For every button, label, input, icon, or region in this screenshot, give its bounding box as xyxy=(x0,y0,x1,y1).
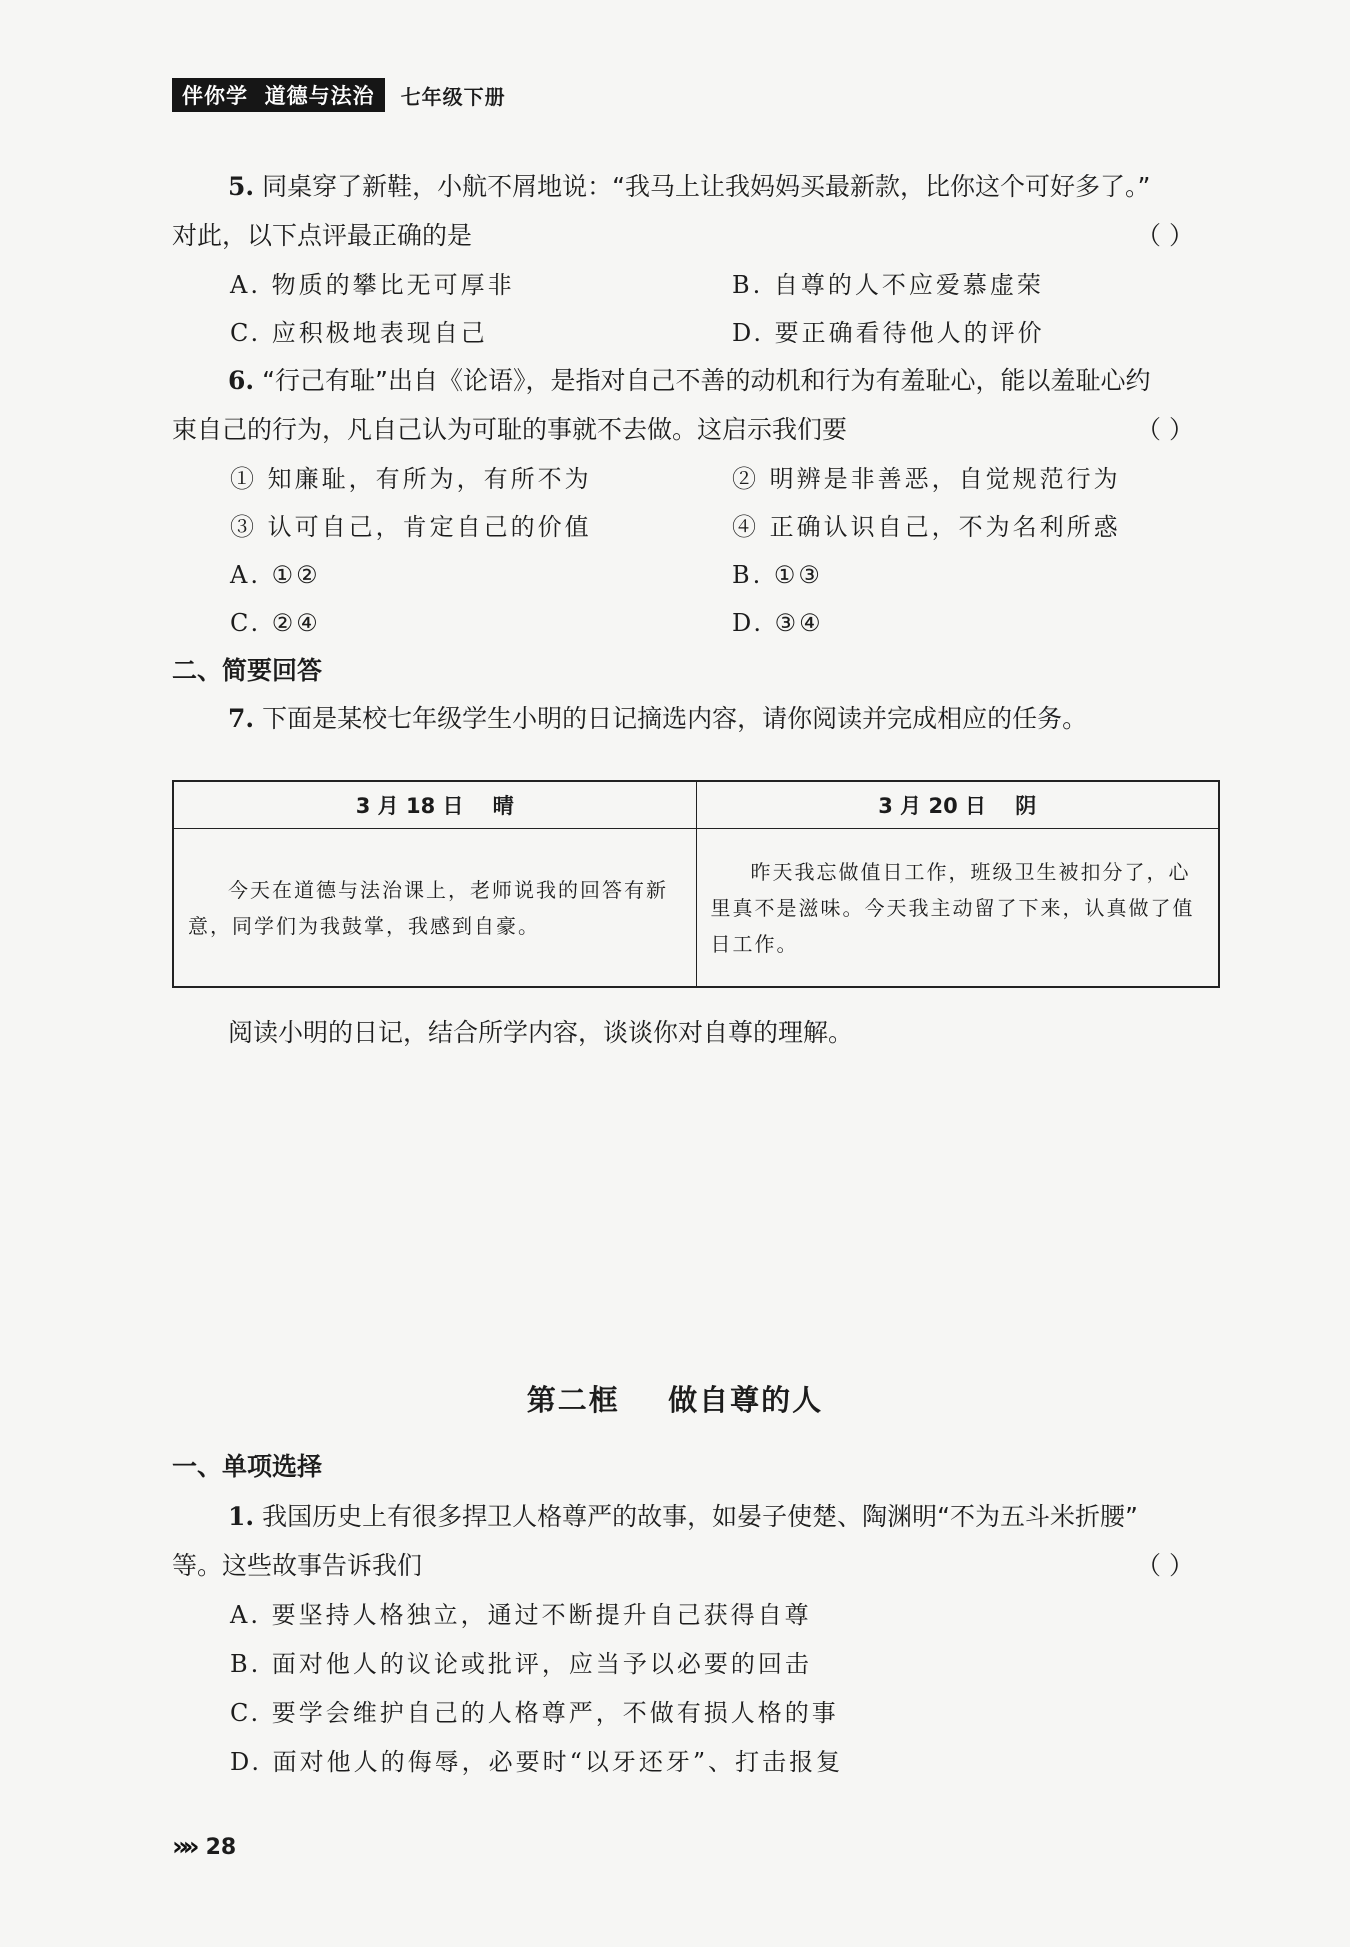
q7-task: 阅读小明的日记，结合所学内容，谈谈你对自尊的理解。 xyxy=(228,1018,854,1047)
diary-entry-2: 昨天我忘做值日工作，班级卫生被扣分了，心里真不是滋味。今天我主动留了下来，认真做了值日工作。 xyxy=(696,829,1219,988)
q6-item-1: ① 知廉耻，有所为，有所不为 xyxy=(230,465,592,493)
diary-table xyxy=(172,780,1220,988)
q6-stem-text1: “行己有耻”出自《论语》，是指对自己不善的动机和行为有羞耻心，能以羞耻心约 xyxy=(262,366,1151,395)
q6-option-d: D. ③④ xyxy=(732,609,824,637)
diary-entry-1: 今天在道德与法治课上，老师说我的回答有新意，同学们为我鼓掌，我感到自豪。 xyxy=(173,829,696,988)
q6-item-3: ③ 认可自己，肯定自己的价值 xyxy=(230,513,592,541)
section-heading-single-choice: 一、单项选择 xyxy=(172,1452,323,1481)
q5-answer-paren: （ ） xyxy=(1136,221,1194,250)
q7-stem-line xyxy=(228,702,1087,736)
q6-number: 6. xyxy=(228,366,255,395)
diary-date-1: 3 月 18 日 晴 xyxy=(173,781,696,829)
q5-number: 5. xyxy=(228,172,255,201)
section-heading-short-answer: 二、简要回答 xyxy=(172,656,323,685)
double-chevron-right-icon: »» xyxy=(172,1832,194,1862)
q6-option-c: C. ②④ xyxy=(230,609,321,637)
q1-option-a: A. 要坚持人格独立，通过不断提升自己获得自尊 xyxy=(230,1601,812,1629)
q1-stem-text1: 我国历史上有很多捍卫人格尊严的故事，如晏子使楚、陶渊明“不为五斗米折腰” xyxy=(262,1502,1138,1531)
q7-number: 7. xyxy=(228,704,255,733)
q6-stem-line2: 束自己的行为，凡自己认为可耻的事就不去做。这启示我们要 xyxy=(172,415,848,444)
q5-option-c: C. 应积极地表现自己 xyxy=(230,319,488,347)
q5-option-d: D. 要正确看待他人的评价 xyxy=(732,319,1045,347)
book-title-badge: 伴你学 道德与法治 xyxy=(172,78,385,112)
q5-option-a: A. 物质的攀比无可厚非 xyxy=(230,271,515,299)
lesson-section-title: 第二框 做自尊的人 xyxy=(526,1383,824,1417)
q6-item-4: ④ 正确认识自己，不为名利所惑 xyxy=(732,513,1121,541)
q1-stem-line1 xyxy=(228,1500,1138,1534)
diary-content-row xyxy=(173,829,1219,988)
page-number: 28 xyxy=(205,1834,237,1860)
q6-option-b: B. ①③ xyxy=(732,561,823,589)
q1-option-d: D. 面对他人的侮辱，必要时“以牙还牙”、打击报复 xyxy=(230,1748,844,1776)
q5-stem-line1 xyxy=(228,170,1150,204)
q6-stem-line1 xyxy=(228,364,1150,398)
diary-date-2: 3 月 20 日 阴 xyxy=(696,781,1219,829)
page-footer xyxy=(172,1832,236,1862)
q1-stem-line2: 等。这些故事告诉我们 xyxy=(172,1551,423,1580)
q5-option-b: B. 自尊的人不应爱慕虚荣 xyxy=(732,271,1044,299)
q1-answer-paren: （ ） xyxy=(1136,1551,1194,1580)
q5-stem-line2: 对此，以下点评最正确的是 xyxy=(172,221,473,250)
page-header xyxy=(172,78,506,112)
q1-option-b: B. 面对他人的议论或批评，应当予以必要的回击 xyxy=(230,1650,812,1678)
q7-stem-text: 下面是某校七年级学生小明的日记摘选内容，请你阅读并完成相应的任务。 xyxy=(262,704,1088,733)
q6-item-2: ② 明辨是非善恶，自觉规范行为 xyxy=(732,465,1121,493)
q1-option-c: C. 要学会维护自己的人格尊严，不做有损人格的事 xyxy=(230,1699,839,1727)
q6-option-a: A. ①② xyxy=(230,561,321,589)
q1-number: 1. xyxy=(228,1502,255,1531)
grade-label: 七年级下册 xyxy=(400,84,506,109)
q6-answer-paren: （ ） xyxy=(1136,415,1194,444)
q5-stem-text1: 同桌穿了新鞋，小航不屑地说：“我马上让我妈妈买最新款，比你这个可好多了。” xyxy=(262,172,1151,201)
diary-header-row xyxy=(173,781,1219,829)
